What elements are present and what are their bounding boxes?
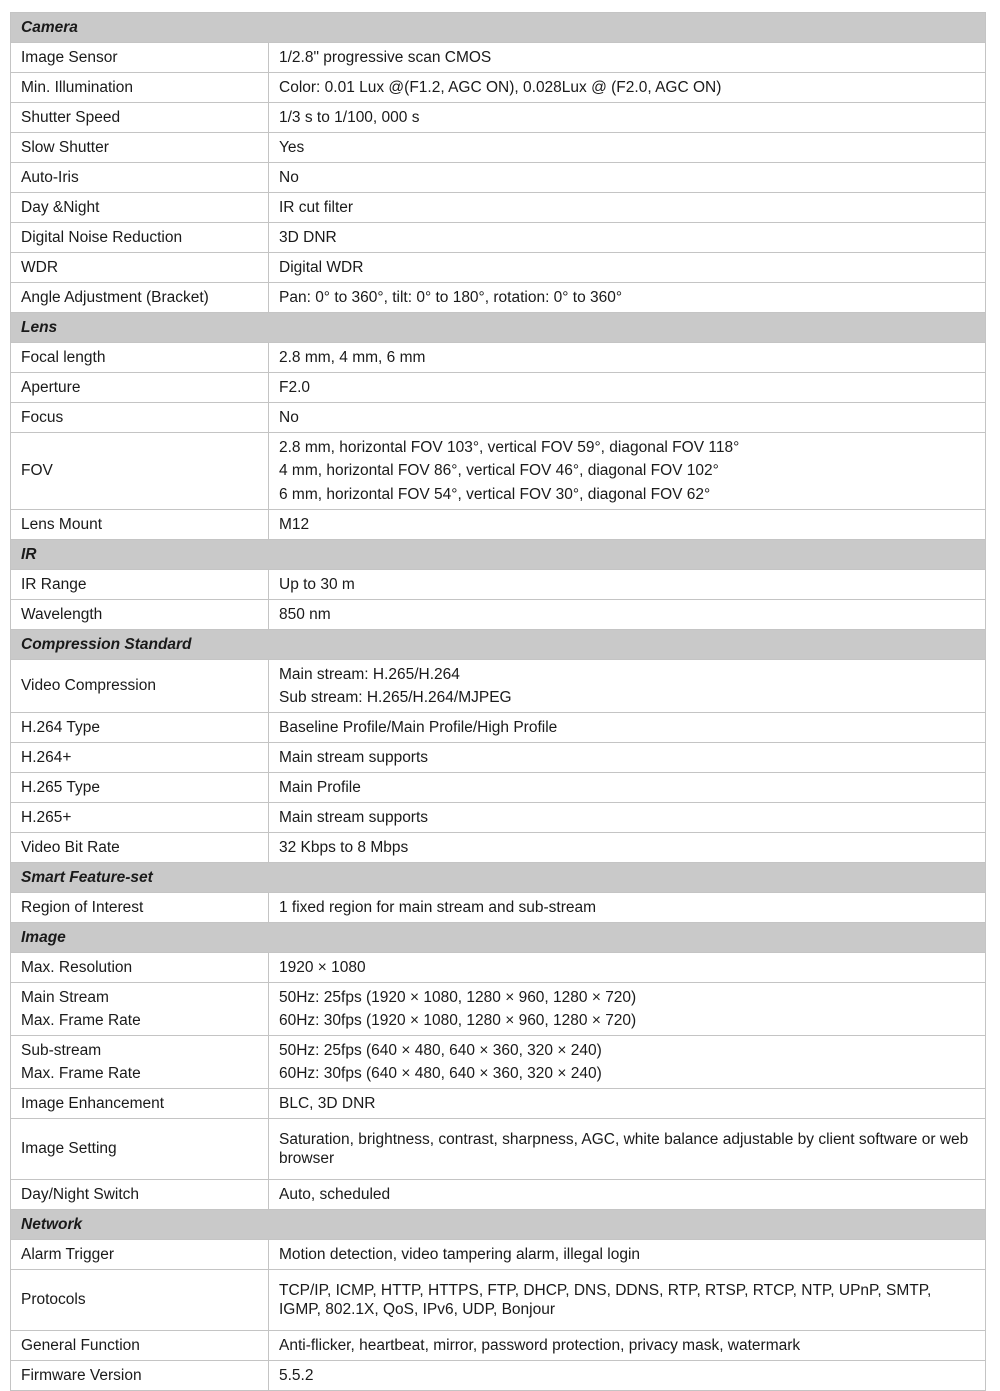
spec-label — [11, 833, 269, 863]
section-title: Smart Feature-set — [11, 863, 986, 893]
spec-label-line: Min. Illumination — [21, 78, 133, 96]
spec-label — [11, 893, 269, 923]
section-header-row — [11, 923, 986, 953]
spec-row — [11, 193, 986, 223]
spec-label — [11, 283, 269, 313]
spec-row — [11, 893, 986, 923]
spec-value — [269, 833, 986, 863]
spec-value-line: TCP/IP, ICMP, HTTP, HTTPS, FTP, DHCP, DNS, DDNS, RTP, RTSP, RTCP, NTP, UPnP, SMTP, IGMP, 802.1X, QoS, IPv6, UDP, Bonjour — [279, 1281, 932, 1318]
spec-value — [269, 1361, 986, 1391]
spec-label — [11, 713, 269, 743]
spec-label-line: Region of Interest — [21, 898, 144, 916]
spec-value — [269, 713, 986, 743]
spec-label — [11, 343, 269, 373]
spec-label-line: Alarm Trigger — [21, 1245, 115, 1263]
spec-value — [269, 893, 986, 923]
spec-value-line: Main Profile — [279, 778, 361, 796]
spec-label-line: Sub-stream — [21, 1041, 102, 1059]
spec-value-line: Digital WDR — [279, 258, 364, 276]
spec-row — [11, 1331, 986, 1361]
spec-value-line: 50Hz: 25fps (1920 × 1080, 1280 × 960, 1280 × 720) — [279, 988, 637, 1006]
section-header-row — [11, 630, 986, 660]
spec-label-line: Wavelength — [21, 605, 103, 623]
spec-label-line: H.265 Type — [21, 778, 100, 796]
spec-value-line: Saturation, brightness, contrast, sharpness, AGC, white balance adjustable by client software or web browser — [279, 1130, 969, 1167]
spec-value — [269, 373, 986, 403]
spec-row — [11, 600, 986, 630]
spec-value — [269, 803, 986, 833]
spec-label-line: Max. Frame Rate — [21, 1012, 141, 1029]
spec-label-line: Image Setting — [21, 1140, 117, 1158]
spec-label-line: Protocols — [21, 1291, 86, 1309]
spec-row — [11, 570, 986, 600]
section-title: Compression Standard — [11, 630, 986, 660]
spec-value-line: Yes — [279, 138, 305, 156]
spec-label-line: H.264+ — [21, 748, 72, 766]
spec-value — [269, 193, 986, 223]
spec-label-line: Image Enhancement — [21, 1094, 165, 1112]
spec-value-line: Baseline Profile/Main Profile/High Profile — [279, 718, 558, 736]
spec-value-line: 1/3 s to 1/100, 000 s — [279, 108, 420, 126]
spec-row — [11, 1180, 986, 1210]
spec-label-line: FOV — [21, 462, 53, 480]
spec-label — [11, 73, 269, 103]
spec-value — [269, 133, 986, 163]
spec-row — [11, 1036, 986, 1089]
spec-row — [11, 73, 986, 103]
spec-value — [269, 163, 986, 193]
spec-value — [269, 600, 986, 630]
spec-value-line: 5.5.2 — [279, 1366, 314, 1384]
spec-value — [269, 1036, 986, 1089]
section-header-row — [11, 863, 986, 893]
spec-value — [269, 433, 986, 510]
spec-value-line: 2.8 mm, 4 mm, 6 mm — [279, 348, 426, 366]
spec-label — [11, 1361, 269, 1391]
spec-label — [11, 803, 269, 833]
spec-value-line: 1/2.8" progressive scan CMOS — [279, 48, 492, 66]
spec-value — [269, 983, 986, 1036]
spec-value-line: 60Hz: 30fps (1920 × 1080, 1280 × 960, 1280 × 720) — [279, 1012, 637, 1029]
spec-value-line: Pan: 0° to 360°, tilt: 0° to 180°, rotation: 0° to 360° — [279, 288, 623, 306]
spec-row — [11, 283, 986, 313]
spec-label-line: General Function — [21, 1336, 140, 1354]
spec-value-line: 32 Kbps to 8 Mbps — [279, 838, 409, 856]
spec-row — [11, 1240, 986, 1270]
spec-label-line: Day/Night Switch — [21, 1185, 140, 1203]
spec-label — [11, 1089, 269, 1119]
section-header-row — [11, 540, 986, 570]
spec-label-line: Focal length — [21, 348, 106, 366]
spec-table-body — [11, 13, 986, 1391]
spec-value-line: No — [279, 168, 299, 186]
spec-label-line: Angle Adjustment (Bracket) — [21, 288, 209, 306]
spec-value — [269, 403, 986, 433]
spec-label — [11, 1270, 269, 1331]
spec-value — [269, 1240, 986, 1270]
section-header-row — [11, 1210, 986, 1240]
spec-label — [11, 1036, 269, 1089]
spec-label — [11, 133, 269, 163]
spec-row — [11, 1361, 986, 1391]
spec-label-line: Focus — [21, 408, 64, 426]
spec-row — [11, 223, 986, 253]
spec-label — [11, 510, 269, 540]
spec-label-line: Max. Frame Rate — [21, 1065, 141, 1082]
spec-row — [11, 660, 986, 713]
spec-label — [11, 570, 269, 600]
spec-row — [11, 373, 986, 403]
spec-row — [11, 343, 986, 373]
spec-row — [11, 103, 986, 133]
spec-label-line: Digital Noise Reduction — [21, 228, 183, 246]
spec-value-line: 6 mm, horizontal FOV 54°, vertical FOV 30°, diagonal FOV 62° — [279, 485, 711, 503]
spec-value — [269, 773, 986, 803]
spec-label — [11, 1119, 269, 1180]
spec-label-line: Auto-Iris — [21, 168, 79, 186]
spec-value-line: 850 nm — [279, 605, 331, 623]
section-header-row — [11, 313, 986, 343]
spec-label-line: Shutter Speed — [21, 108, 121, 126]
spec-value — [269, 1331, 986, 1361]
spec-value — [269, 1089, 986, 1119]
spec-value-line: Main stream supports — [279, 808, 429, 826]
spec-row — [11, 773, 986, 803]
spec-value — [269, 953, 986, 983]
spec-value — [269, 1119, 986, 1180]
spec-label-line: Aperture — [21, 378, 81, 396]
spec-label — [11, 403, 269, 433]
spec-value-line: Motion detection, video tampering alarm, illegal login — [279, 1245, 641, 1263]
spec-row — [11, 833, 986, 863]
spec-row — [11, 743, 986, 773]
section-title: Network — [11, 1210, 986, 1240]
spec-row — [11, 433, 986, 510]
spec-value-line: 60Hz: 30fps (640 × 480, 640 × 360, 320 × 240) — [279, 1065, 602, 1082]
spec-value-line: F2.0 — [279, 378, 311, 396]
spec-label — [11, 600, 269, 630]
section-title: Lens — [11, 313, 986, 343]
spec-label-line: Video Bit Rate — [21, 838, 120, 856]
spec-label — [11, 43, 269, 73]
spec-value — [269, 43, 986, 73]
spec-label-line: IR Range — [21, 575, 87, 593]
spec-value-line: Color: 0.01 Lux @(F1.2, AGC ON), 0.028Lux @ (F2.0, AGC ON) — [279, 78, 722, 96]
spec-label — [11, 163, 269, 193]
spec-label-line: Firmware Version — [21, 1366, 142, 1384]
spec-value-line: Up to 30 m — [279, 575, 355, 593]
section-header-row — [11, 13, 986, 43]
spec-label-line: Slow Shutter — [21, 138, 109, 156]
spec-label — [11, 1240, 269, 1270]
spec-value — [269, 570, 986, 600]
spec-value-line: M12 — [279, 515, 310, 533]
spec-row — [11, 1270, 986, 1331]
spec-value-line: Anti-flicker, heartbeat, mirror, password protection, privacy mask, watermark — [279, 1336, 801, 1354]
spec-label — [11, 223, 269, 253]
spec-value — [269, 73, 986, 103]
spec-label-line: Video Compression — [21, 677, 156, 695]
spec-label — [11, 743, 269, 773]
spec-label-line: Lens Mount — [21, 515, 102, 533]
spec-value-line: 50Hz: 25fps (640 × 480, 640 × 360, 320 × 240) — [279, 1041, 602, 1059]
spec-label-line: Image Sensor — [21, 48, 118, 66]
spec-row — [11, 163, 986, 193]
spec-row — [11, 510, 986, 540]
spec-label-line: H.265+ — [21, 808, 72, 826]
spec-row — [11, 43, 986, 73]
spec-label — [11, 103, 269, 133]
spec-value — [269, 103, 986, 133]
spec-row — [11, 403, 986, 433]
spec-label — [11, 1180, 269, 1210]
spec-label — [11, 1331, 269, 1361]
spec-row — [11, 713, 986, 743]
spec-value — [269, 660, 986, 713]
spec-value-line: No — [279, 408, 299, 426]
spec-row — [11, 1089, 986, 1119]
spec-row — [11, 803, 986, 833]
spec-value-line: IR cut filter — [279, 198, 354, 216]
spec-value — [269, 343, 986, 373]
spec-value-line: 3D DNR — [279, 228, 337, 246]
spec-value — [269, 743, 986, 773]
spec-value-line: 4 mm, horizontal FOV 86°, vertical FOV 46°, diagonal FOV 102° — [279, 462, 719, 480]
spec-value-line: 1920 × 1080 — [279, 958, 366, 976]
spec-row — [11, 953, 986, 983]
spec-value-line: 2.8 mm, horizontal FOV 103°, vertical FOV 59°, diagonal FOV 118° — [279, 438, 740, 456]
spec-value — [269, 253, 986, 283]
spec-label — [11, 253, 269, 283]
spec-value — [269, 223, 986, 253]
spec-label-line: Main Stream — [21, 988, 109, 1006]
spec-label — [11, 433, 269, 510]
spec-value-line: Auto, scheduled — [279, 1185, 391, 1203]
spec-label-line: Day &Night — [21, 198, 100, 216]
spec-label — [11, 660, 269, 713]
spec-value-line: Main stream: H.265/H.264 — [279, 665, 460, 683]
spec-value — [269, 283, 986, 313]
spec-label — [11, 953, 269, 983]
spec-value — [269, 1180, 986, 1210]
spec-value — [269, 510, 986, 540]
spec-label — [11, 193, 269, 223]
spec-value — [269, 1270, 986, 1331]
spec-label — [11, 373, 269, 403]
spec-label — [11, 983, 269, 1036]
spec-value-line: Main stream supports — [279, 748, 429, 766]
spec-value-line: BLC, 3D DNR — [279, 1094, 376, 1112]
spec-value-line: 1 fixed region for main stream and sub-stream — [279, 898, 597, 916]
spec-row — [11, 253, 986, 283]
spec-label — [11, 773, 269, 803]
spec-label-line: H.264 Type — [21, 718, 100, 736]
spec-label-line: Max. Resolution — [21, 958, 133, 976]
spec-row — [11, 1119, 986, 1180]
spec-row — [11, 983, 986, 1036]
spec-sheet — [10, 12, 985, 1391]
spec-label-line: WDR — [21, 258, 59, 276]
spec-table — [10, 12, 986, 1391]
section-title: IR — [11, 540, 986, 570]
spec-value-line: Sub stream: H.265/H.264/MJPEG — [279, 689, 512, 706]
section-title: Camera — [11, 13, 986, 43]
section-title: Image — [11, 923, 986, 953]
spec-row — [11, 133, 986, 163]
